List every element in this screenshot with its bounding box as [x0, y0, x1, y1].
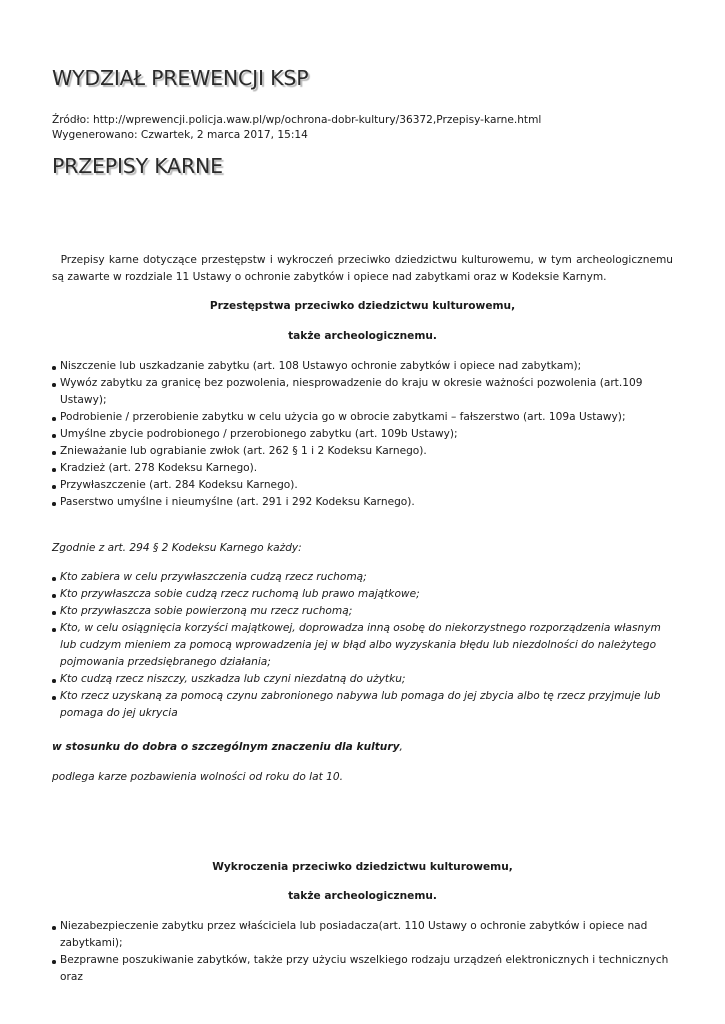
crimes-list — [52, 358, 677, 511]
offences-list — [52, 918, 682, 986]
source-line: Źródło: http://wprewencji.policja.waw.pl/wp/ochrona-dobr-kultury/36372,Przepisy-karne.html — [52, 114, 542, 126]
list-item: Kto, w celu osiągnięcia korzyści majątkowej, doprowadza inną osobę do niekorzystnego rozporządzenia własnym lub cudzym mieniem za pomocą wprowadzenia jej w błąd albo wyzyskania błędu lub niezdolności do należytego pojmowania przedsiębranego działania; — [52, 620, 677, 671]
document-meta — [52, 113, 541, 143]
list-item: Paserstwo umyślne i nieumyślne (art. 291 i 292 Kodeksu Karnego). — [52, 494, 677, 511]
list-item: Niezabezpieczenie zabytku przez właściciela lub posiadacza(art. 110 Ustawy o ochronie zabytków i opiece nad zabytkami); — [52, 918, 682, 952]
list-item: Przywłaszczenie (art. 284 Kodeksu Karnego). — [52, 477, 677, 494]
intro-paragraph — [52, 252, 673, 286]
crimes-heading-line1: Przestępstwa przeciwko dziedzictwu kulturowemu, — [209, 300, 516, 312]
art294-relation — [52, 740, 673, 754]
offences-heading-line1: Wykroczenia przeciwko dziedzictwu kulturowemu, — [212, 861, 513, 873]
list-item: Bezprawne poszukiwanie zabytków, także przy użyciu wszelkiego rodzaju urządzeń elektronicznych i technicznych oraz — [52, 952, 682, 986]
list-item: Kto przywłaszcza sobie powierzoną mu rzecz ruchomą; — [52, 603, 677, 620]
list-item: Podrobienie / przerobienie zabytku w celu użycia go w obrocie zabytkami – fałszerstwo (art. 109a Ustawy); — [52, 409, 677, 426]
art294-relation-bold: w stosunku do dobra o szczególnym znaczeniu dla kultury — [52, 741, 400, 753]
list-item: Kradzież (art. 278 Kodeksu Karnego). — [52, 460, 677, 477]
art294-penalty: podlega karze pozbawienia wolności od roku do lat 10. — [52, 771, 343, 783]
art294-intro: Zgodnie z art. 294 § 2 Kodeksu Karnego każdy: — [52, 542, 302, 554]
art294-relation-tail: , — [399, 741, 403, 753]
art294-list — [52, 569, 677, 722]
list-item: Umyślne zbycie podrobionego / przerobionego zabytku (art. 109b Ustawy); — [52, 426, 677, 443]
list-item: Kto zabiera w celu przywłaszczenia cudzą rzecz ruchomą; — [52, 569, 677, 586]
page-title: PRZEPISY KARNE — [52, 154, 223, 178]
list-item: Znieważanie lub ograbianie zwłok (art. 262 § 1 i 2 Kodeksu Karnego). — [52, 443, 677, 460]
site-title: WYDZIAŁ PREWENCJI KSP — [52, 66, 309, 90]
crimes-heading-line2: także archeologicznemu. — [288, 330, 437, 342]
list-item: Niszczenie lub uszkadzanie zabytku (art. 108 Ustawyo ochronie zabytków i opiece nad zabytkam); — [52, 358, 677, 375]
list-item: Kto rzecz uzyskaną za pomocą czynu zabronionego nabywa lub pomaga do jej zbycia albo tę rzecz przyjmuje lub pomaga do jej ukrycia — [52, 688, 677, 722]
generated-line: Wygenerowano: Czwartek, 2 marca 2017, 15:14 — [52, 129, 308, 141]
intro-text: Przepisy karne dotyczące przestępstw i wykroczeń przeciwko dziedzictwu kulturowemu, w tym archeologicznemu są zawarte w rozdziale 11 Ustawy o ochronie zabytków i opiece nad zabytkami oraz w Kodeksie Karnym. — [52, 254, 673, 283]
list-item: Wywóz zabytku za granicę bez pozwolenia, niesprowadzenie do kraju w okresie ważności pozwolenia (art.109 Ustawy); — [52, 375, 677, 409]
offences-heading-line2: także archeologicznemu. — [288, 890, 437, 902]
list-item: Kto cudzą rzecz niszczy, uszkadza lub czyni niezdatną do użytku; — [52, 671, 677, 688]
list-item: Kto przywłaszcza sobie cudzą rzecz ruchomą lub prawo majątkowe; — [52, 586, 677, 603]
